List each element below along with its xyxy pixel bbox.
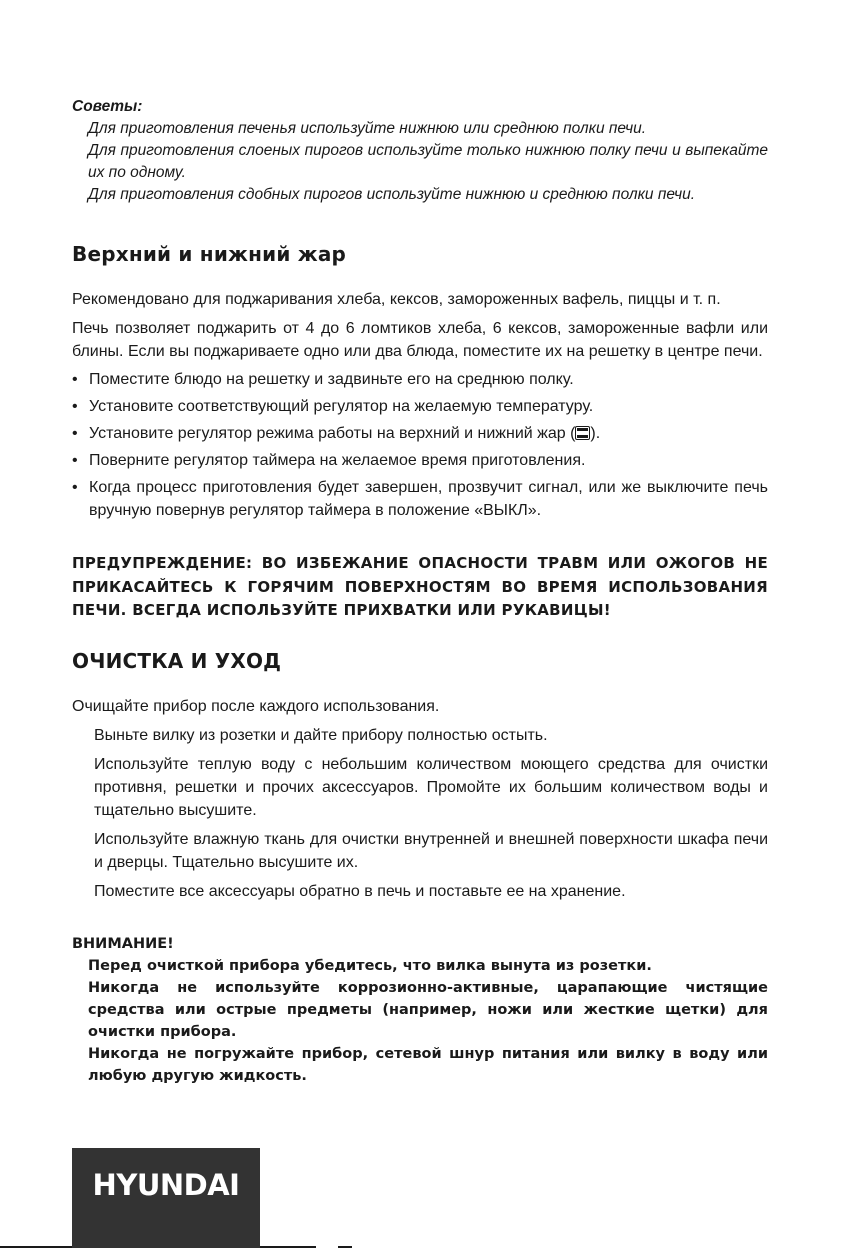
list-item: • Поместите блюдо на решетку и задвиньте его на среднюю полку. [72, 368, 768, 391]
tip-item: Для приготовления слоеных пирогов используйте только нижнюю полку печи и выпекайте их по одному. [88, 142, 768, 181]
attention-item: Никогда не погружайте прибор, сетевой шнур питания или вилку в воду или любую другую жидкость. [88, 1045, 768, 1084]
section-title-top-bottom-heat: Верхний и нижний жар [72, 242, 347, 266]
bullet-icon: • [72, 425, 78, 442]
logo-text: HYUNDAI [92, 1168, 240, 1202]
manual-page [72, 96, 768, 1087]
attention-item: Перед очисткой прибора убедитесь, что вилка вынута из розетки. [88, 957, 652, 974]
cleaning-step: Выньте вилку из розетки и дайте прибору полностью остыть. [94, 726, 548, 744]
cleaning-intro: Очищайте прибор после каждого использования. [72, 697, 440, 715]
cleaning-step: Используйте влажную ткань для очистки внутренней и внешней поверхности шкафа печи и дверцы. Тщательно высушите их. [94, 830, 768, 871]
tips-title: Советы: [72, 98, 143, 115]
bullet-icon: • [72, 479, 78, 496]
section-title-cleaning: ОЧИСТКА И УХОД [72, 648, 282, 673]
list-item: • Поверните регулятор таймера на желаемое время приготовления. [72, 449, 768, 472]
cleaning-step: Поместите все аксессуары обратно в печь и поставьте ее на хранение. [94, 882, 626, 900]
list-item: • Установите регулятор режима работы на верхний и нижний жар ( ). [72, 422, 768, 445]
tip-item: Для приготовления печенья используйте нижнюю или среднюю полки печи. [88, 120, 647, 137]
attention-item: Никогда не используйте коррозионно-активные, царапающие чистящие средства или острые предметы (например, ножи или жесткие щетки) для очистки прибора. [88, 979, 768, 1040]
list-item: • Установите соответствующий регулятор на желаемую температуру. [72, 395, 768, 418]
instruction-list [72, 368, 768, 522]
bullet-icon: • [72, 371, 78, 388]
safety-warning: ПРЕДУПРЕЖДЕНИЕ: ВО ИЗБЕЖАНИЕ ОПАСНОСТИ ТРАВМ ИЛИ ОЖОГОВ НЕ ПРИКАСАЙТЕСЬ К ГОРЯЧИМ ПОВЕРХНОСТЯМ ВО ВРЕМЯ ИСПОЛЬЗОВАНИЯ ПЕЧИ. ВСЕГДА ИСПОЛЬЗУЙТЕ ПРИХВАТКИ ИЛИ РУКАВИЦЫ! [72, 554, 768, 619]
top-bottom-heat-icon [575, 426, 590, 440]
tip-item: Для приготовления сдобных пирогов используйте нижнюю и среднюю полки печи. [88, 186, 696, 203]
section-paragraph: Печь позволяет поджарить от 4 до 6 ломтиков хлеба, 6 кексов, замороженные вафли или блины. Если вы поджариваете одно или два блюда, поместите их на решетку в центре печи. [72, 320, 768, 360]
cleaning-step: Используйте теплую воду с небольшим количеством моющего средства для очистки противня, решетки и прочих аксессуаров. Промойте их большим количеством воды и тщательно высушите. [94, 755, 768, 819]
attention-title: ВНИМАНИЕ! [72, 935, 174, 952]
bullet-icon: • [72, 398, 78, 415]
hyundai-logo [72, 1148, 260, 1248]
list-item: • Когда процесс приготовления будет завершен, прозвучит сигнал, или же выключите печь вручную повернув регулятор таймера в положение «ВЫКЛ». [72, 476, 768, 522]
section-intro: Рекомендовано для поджаривания хлеба, кексов, замороженных вафель, пиццы и т. п. [72, 291, 721, 308]
bullet-icon: • [72, 452, 78, 469]
